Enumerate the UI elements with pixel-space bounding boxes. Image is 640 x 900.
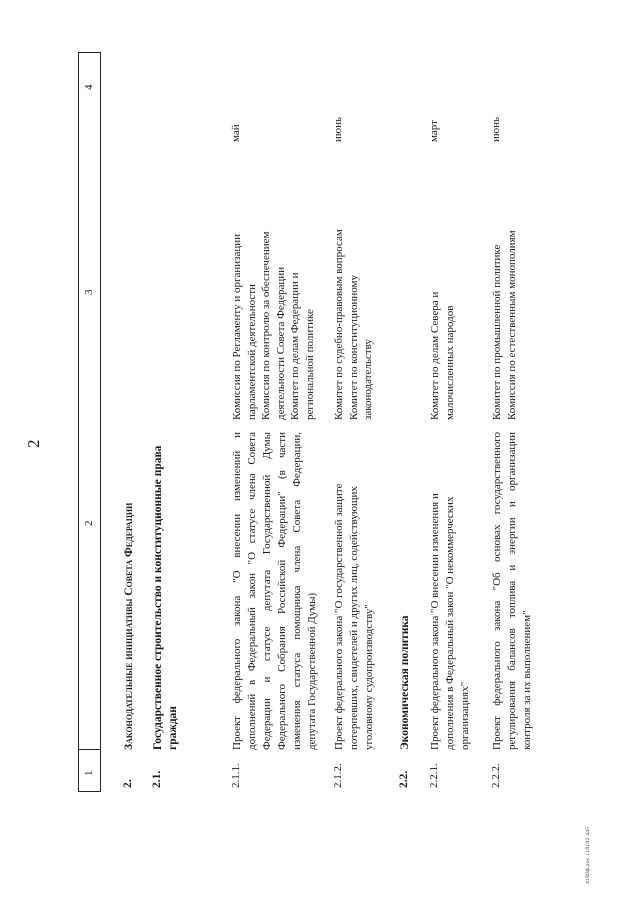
row-2-1-2-responsible <box>332 180 376 420</box>
description-line: Проект федерального закона "Об основах государственного <box>491 432 503 750</box>
responsible-line: Комитет по конституционному <box>347 274 360 420</box>
description-line: Федерации и статусе депутата Государственной Думы <box>261 432 273 750</box>
subsection-title-2-2: Экономическая политика <box>399 615 411 750</box>
subsection-title-line: граждан <box>167 706 179 750</box>
description-line: уголовному судопроизводству" <box>363 604 375 750</box>
column-number-1: 1 <box>83 770 95 776</box>
responsible-line: парламентской деятельности <box>245 284 258 420</box>
row-2-1-2-description <box>332 432 377 750</box>
row-2-1-1-responsible <box>230 180 317 420</box>
responsible-line: Комитет по промышленной политике <box>491 244 503 420</box>
section-title: Законодательные инициативы Совета Федерации <box>123 502 135 750</box>
row-2-2-2-term: июнь <box>490 116 502 142</box>
description-line: дополнений в Федеральный закон "О статусе члена Совета <box>246 432 258 750</box>
column-number-3: 3 <box>83 289 95 295</box>
responsible-line: деятельности Совета Федерации <box>274 266 287 420</box>
table-header-top-line <box>78 52 79 792</box>
table-header-right-line <box>78 52 101 53</box>
description-line: Федерального Собрания Российской Федерации" (в части <box>276 432 288 750</box>
row-2-1-1-term: май <box>230 124 242 142</box>
column-number-4: 4 <box>83 84 95 90</box>
table-header-left-line <box>78 791 101 792</box>
subsection-number-2-2: 2.2. <box>398 770 410 788</box>
row-number-2-2-1: 2.2.1. <box>428 763 440 788</box>
row-2-2-2-responsible <box>490 180 519 420</box>
description-line: организациях" <box>459 681 471 750</box>
section-number: 2. <box>122 779 134 788</box>
description-line: депутата Государственной Думы) <box>306 592 318 750</box>
responsible-line: Комитет по делам Севера и <box>429 291 441 420</box>
subsection-title-line: Государственное строительство и конституционные права <box>152 445 164 750</box>
subsection-title-2-1 <box>151 430 181 750</box>
description-line: потерпевших, свидетелей и других лиц, содействующих <box>348 486 360 750</box>
row-2-2-1-responsible <box>428 180 457 420</box>
description-line: Проект федерального закона "О государственной защите <box>333 483 345 750</box>
description-line: контроля за их выполнением" <box>521 610 533 750</box>
rotated-document-page <box>0 40 600 900</box>
table-header-bottom-line <box>100 52 101 792</box>
row-2-2-1-description <box>428 432 473 750</box>
row-2-1-2-term: июнь <box>332 116 344 142</box>
column-number-2: 2 <box>83 520 95 526</box>
row-2-2-1-term: март <box>428 120 440 142</box>
responsible-line: Комиссия по контролю за обеспечением <box>260 231 272 420</box>
responsible-line: Комитет по делам Федерации и <box>289 272 301 420</box>
responsible-line: законодательству <box>362 339 374 420</box>
row-2-1-1-description <box>230 432 320 750</box>
page-number: 2 <box>24 439 43 448</box>
description-line: Проект федерального закона "О внесении изменений и <box>231 432 243 750</box>
responsible-line: Комиссия по естественным монополиям <box>505 230 518 420</box>
table-header-divider-1 <box>78 749 101 750</box>
description-line: регулирования балансов топлива и энергии и организации <box>506 432 518 750</box>
description-line: изменения статуса помощника члена Совета Федерации, <box>291 432 303 750</box>
row-2-2-2-description <box>490 432 535 750</box>
description-line: дополнения в Федеральный закон "О некоммерческих <box>444 496 456 750</box>
description-line: Проект федерального закона "О внесении изменения и <box>429 493 441 750</box>
row-number-2-1-2: 2.1.2. <box>332 763 344 788</box>
responsible-line: малочисленных народов <box>443 305 456 420</box>
row-number-2-1-1: 2.1.1. <box>230 763 242 788</box>
print-code-footer: 4189ф.дос 110192 445 <box>585 826 591 884</box>
row-number-2-2-2: 2.2.2. <box>490 763 502 788</box>
subsection-number-2-1: 2.1. <box>151 770 163 788</box>
responsible-line: региональной политике <box>303 309 316 420</box>
responsible-line: Комитет по судебно-правовым вопросам <box>333 229 345 420</box>
responsible-line: Комиссия по Регламенту и организации <box>231 233 243 420</box>
